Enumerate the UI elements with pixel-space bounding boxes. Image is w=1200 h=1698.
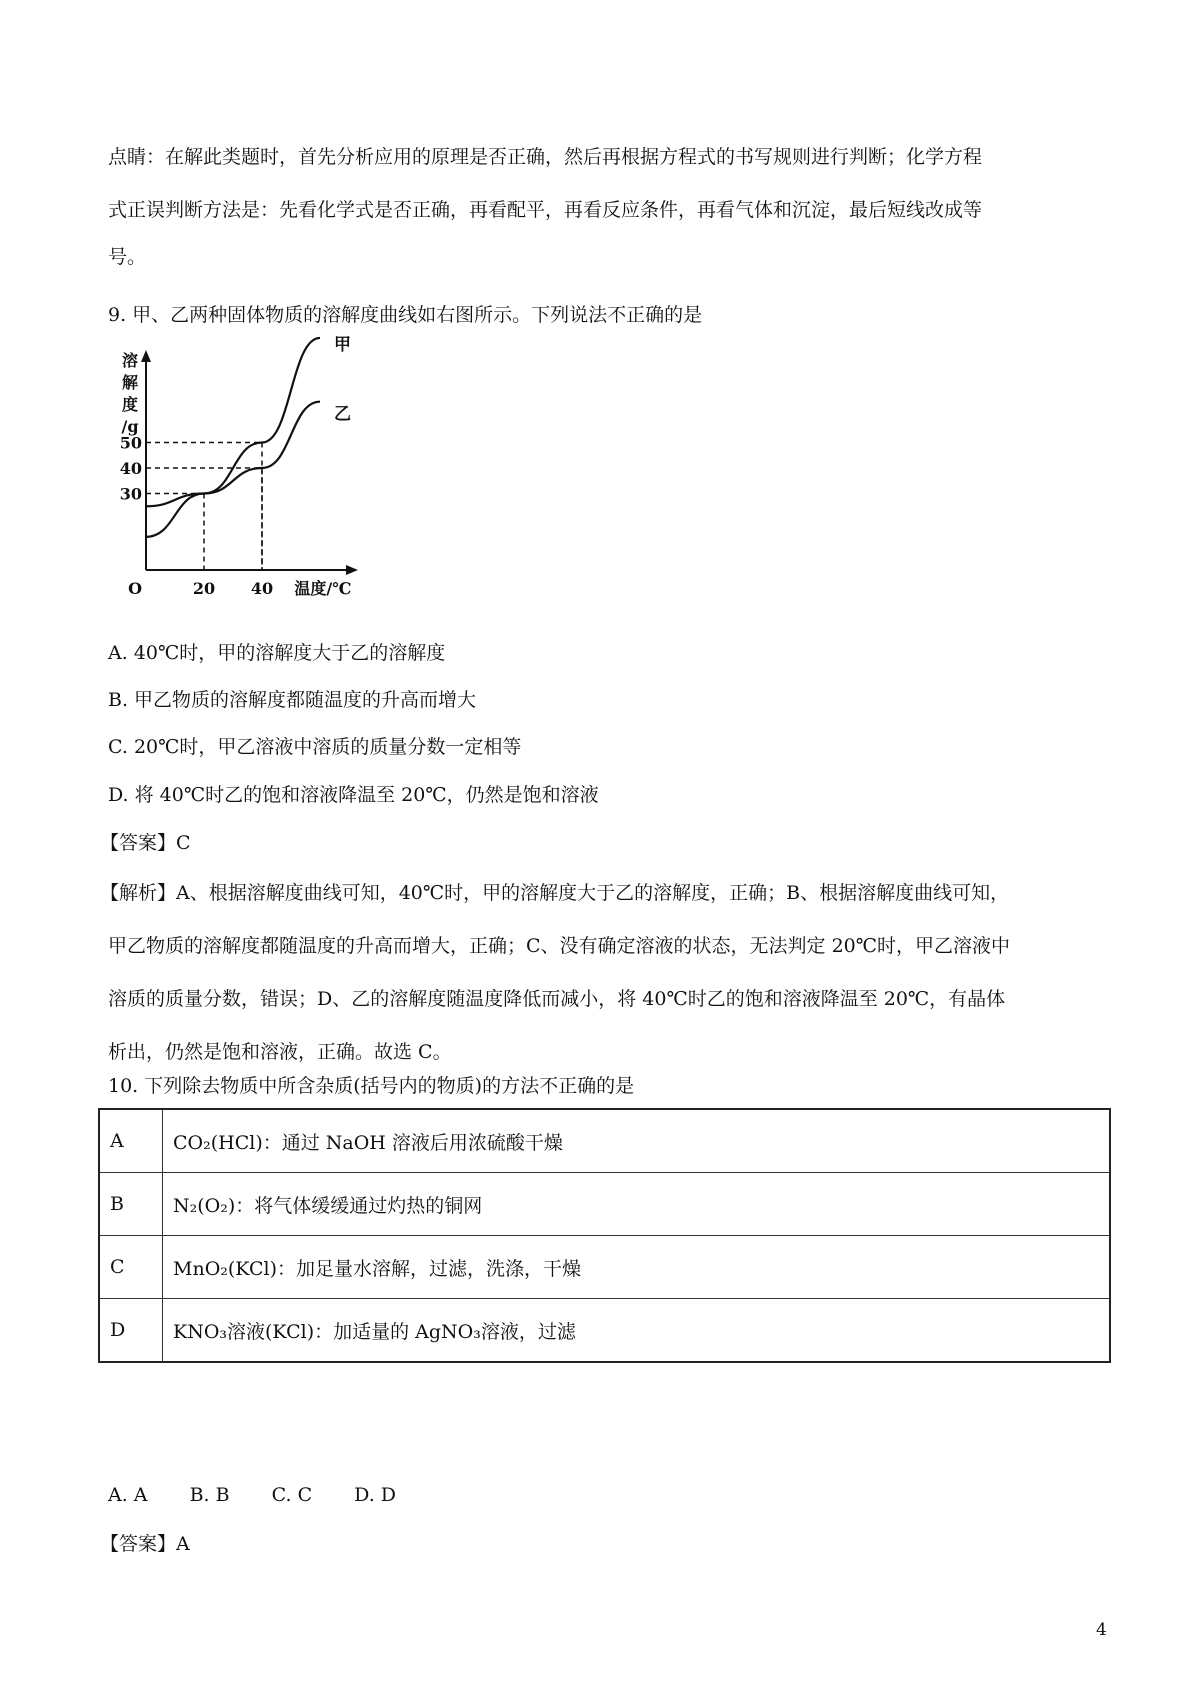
row-key: C bbox=[99, 1236, 163, 1299]
y-tick-label: 50 bbox=[119, 433, 142, 453]
q10-option: C. C bbox=[271, 1484, 313, 1506]
solubility-chart bbox=[118, 334, 418, 610]
y-axis-label: 度 bbox=[121, 395, 139, 414]
q9-answer: 【答案】C bbox=[100, 832, 191, 854]
q9-option-d: D. 将 40℃时乙的饱和溶液降温至 20℃，仍然是饱和溶液 bbox=[108, 784, 599, 806]
origin-label: O bbox=[128, 579, 142, 598]
page-number: 4 bbox=[1096, 1620, 1107, 1640]
y-axis-arrow bbox=[141, 350, 151, 362]
row-method: CO₂(HCl)：通过 NaOH 溶液后用浓硫酸干燥 bbox=[163, 1109, 1111, 1173]
tip-line: 号。 bbox=[108, 246, 147, 268]
q10-stem: 10. 下列除去物质中所含杂质(括号内的物质)的方法不正确的是 bbox=[108, 1075, 635, 1097]
q9-option-b: B. 甲乙物质的溶解度都随温度的升高而增大 bbox=[108, 689, 477, 711]
q10-answer: 【答案】A bbox=[100, 1533, 190, 1555]
y-axis-label: 解 bbox=[121, 373, 139, 392]
table-row bbox=[99, 1236, 1110, 1299]
y-tick-label: 30 bbox=[119, 484, 142, 504]
x-axis-label: 温度/℃ bbox=[294, 579, 352, 598]
y-tick-label: 40 bbox=[119, 459, 142, 478]
row-method: KNO₃溶液(KCl)：加适量的 AgNO₃溶液，过滤 bbox=[163, 1299, 1111, 1363]
q9-option-a: A. 40℃时，甲的溶解度大于乙的溶解度 bbox=[108, 642, 446, 664]
analysis-line: 溶质的质量分数，错误；D、乙的溶解度随温度降低而减小，将 40℃时乙的饱和溶液降温至 20℃，有晶体 bbox=[108, 988, 1006, 1010]
q10-option: A. A bbox=[108, 1484, 148, 1506]
row-method: N₂(O₂)：将气体缓缓通过灼热的铜网 bbox=[163, 1173, 1111, 1236]
row-key: D bbox=[99, 1299, 163, 1363]
q9-analysis bbox=[100, 880, 1010, 1066]
row-key: A bbox=[99, 1109, 163, 1173]
series-curve-1 bbox=[146, 338, 320, 537]
analysis-line: 甲乙物质的溶解度都随温度的升高而增大，正确；C、没有确定溶液的状态，无法判定 20℃时，甲乙溶液中 bbox=[108, 935, 1011, 957]
tip-line: 点睛：在解此类题时，首先分析应用的原理是否正确，然后再根据方程式的书写规则进行判断；化学方程 bbox=[108, 146, 983, 168]
table-row bbox=[99, 1299, 1110, 1363]
x-tick-label: 40 bbox=[250, 579, 274, 598]
row-key: B bbox=[99, 1173, 163, 1236]
q9-stem: 9. 甲、乙两种固体物质的溶解度曲线如右图所示。下列说法不正确的是 bbox=[108, 304, 703, 326]
y-axis-label: 溶 bbox=[121, 351, 139, 370]
q10-option: B. B bbox=[189, 1484, 230, 1506]
series-curve-2 bbox=[146, 402, 320, 507]
analysis-line: 【解析】A、根据溶解度曲线可知，40℃时，甲的溶解度大于乙的溶解度，正确；B、根据溶解度曲线可知， bbox=[100, 882, 1010, 904]
row-method: MnO₂(KCl)：加足量水溶解，过滤，洗涤，干燥 bbox=[163, 1236, 1111, 1299]
series-label: 甲 bbox=[334, 334, 351, 355]
x-tick-label: 20 bbox=[192, 579, 216, 598]
tip-line: 式正误判断方法是：先看化学式是否正确，再看配平，再看反应条件，再看气体和沉淀，最后短线改成等 bbox=[108, 199, 983, 221]
table-row bbox=[99, 1173, 1110, 1236]
q10-option: D. D bbox=[354, 1484, 397, 1506]
analysis-line: 析出，仍然是饱和溶液，正确。故选 C。 bbox=[108, 1041, 452, 1063]
q9-option-c: C. 20℃时，甲乙溶液中溶质的质量分数一定相等 bbox=[108, 736, 522, 758]
tip-paragraph bbox=[108, 144, 982, 271]
table-row bbox=[99, 1109, 1110, 1173]
q10-options bbox=[108, 1482, 432, 1509]
x-axis-arrow bbox=[346, 565, 358, 575]
y-axis-label: /g bbox=[121, 417, 139, 436]
series-label: 乙 bbox=[334, 404, 351, 425]
q10-table bbox=[98, 1108, 1111, 1363]
